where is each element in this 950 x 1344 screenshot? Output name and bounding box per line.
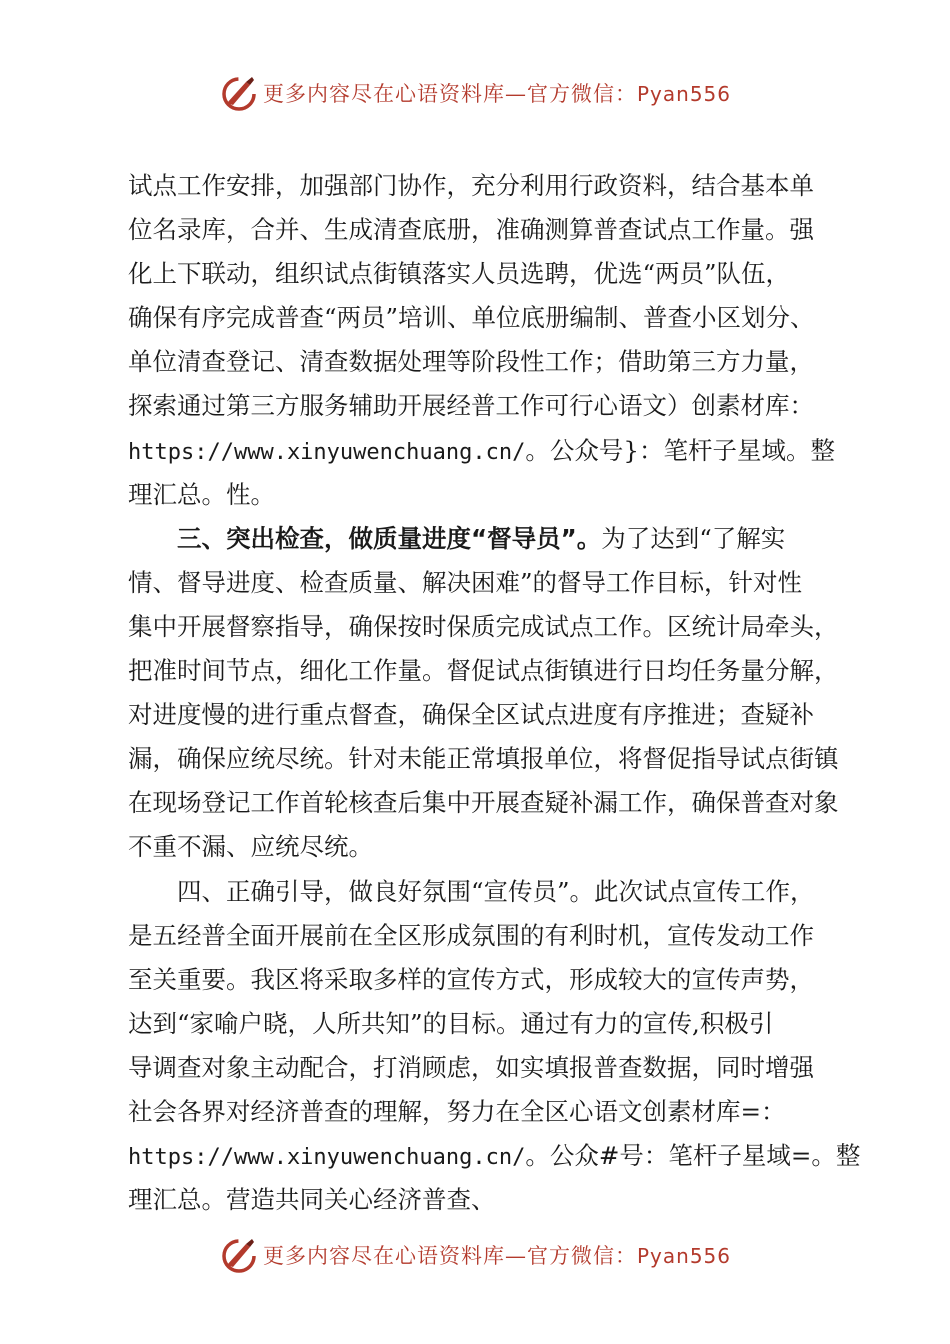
brush-logo-icon xyxy=(219,1235,259,1275)
brush-logo-icon xyxy=(219,73,259,113)
paragraph-1 xyxy=(128,164,868,517)
text-line: 至关重要。我区将采取多样的宣传方式，形成较大的宣传声势， xyxy=(128,964,814,994)
text-line: 理汇总。营造共同关心经济普查、 xyxy=(128,1185,496,1215)
text-line: 把准时间节点，细化工作量。督促试点街镇进行日均任务量分解， xyxy=(128,656,839,686)
footer-banner-text: 更多内容尽在心语资料库—官方微信：Pyan556 xyxy=(262,1244,731,1268)
header-banner-text: 更多内容尽在心语资料库—官方微信：Pyan556 xyxy=(262,82,731,106)
text-line: 理汇总。性。 xyxy=(128,479,275,509)
text-line: 三、突出检查，做质量进度“督导员”。为了达到“了解实 xyxy=(177,523,786,553)
text-line: 漏，确保应统尽统。针对未能正常填报单位，将督促指导试点街镇 xyxy=(128,744,839,774)
text-line: 是五经普全面开展前在全区形成氛围的有利时机，宣传发动工作 xyxy=(128,920,814,950)
document-body xyxy=(128,164,868,1222)
url-text: https://www.xinyuwenchuang.cn/ xyxy=(128,1145,526,1171)
text-line: 达到“家喻户晓，人所共知”的目标。通过有力的宣传,积极引 xyxy=(128,1008,774,1038)
text-line: 对进度慢的进行重点督查，确保全区试点进度有序推进；查疑补 xyxy=(128,700,814,730)
text-line: 确保有序完成普查“两员”培训、单位底册编制、普查小区划分、 xyxy=(128,303,815,333)
text-line: 集中开展督察指导，确保按时保质完成试点工作。区统计局牵头， xyxy=(128,611,839,641)
text-line: 社会各界对经济普查的理解，努力在全区心语文创素材库=： xyxy=(128,1096,786,1126)
text-line: 化上下联动，组织试点街镇落实人员选聘，优选“两员”队伍， xyxy=(128,259,791,289)
text-line: 情、督导进度、检查质量、解决困难”的督导工作目标，针对性 xyxy=(128,567,803,597)
text-line: 导调查对象主动配合，打消顾虑，如实填报普查数据，同时增强 xyxy=(128,1052,814,1082)
footer-banner xyxy=(0,1230,950,1280)
text-line: https://www.xinyuwenchuang.cn/。公众号}：笔杆子星域。整 xyxy=(128,435,835,465)
paragraph-2 xyxy=(128,517,868,870)
text-line: 四、正确引导，做良好氛围“宣传员”。此次试点宣传工作， xyxy=(177,876,815,906)
url-text: https://www.xinyuwenchuang.cn/ xyxy=(128,439,526,465)
text-line: 位名录库，合并、生成清查底册，准确测算普查试点工作量。强 xyxy=(128,215,814,245)
text-line: 不重不漏、应统尽统。 xyxy=(128,832,373,862)
text-line: 单位清查登记、清查数据处理等阶段性工作；借助第三方力量， xyxy=(128,347,814,377)
text-line: 探索通过第三方服务辅助开展经普工作可行心语文）创素材库： xyxy=(128,391,814,421)
text-line: 在现场登记工作首轮核查后集中开展查疑补漏工作，确保普查对象 xyxy=(128,788,839,818)
text-line: https://www.xinyuwenchuang.cn/。公众#号：笔杆子星域=。整 xyxy=(128,1141,861,1171)
section-heading: 三、突出检查，做质量进度“督导员”。 xyxy=(177,523,602,553)
header-banner xyxy=(0,68,950,118)
paragraph-3 xyxy=(128,870,868,1223)
text-line: 试点工作安排，加强部门协作，充分利用行政资料，结合基本单 xyxy=(128,171,814,200)
